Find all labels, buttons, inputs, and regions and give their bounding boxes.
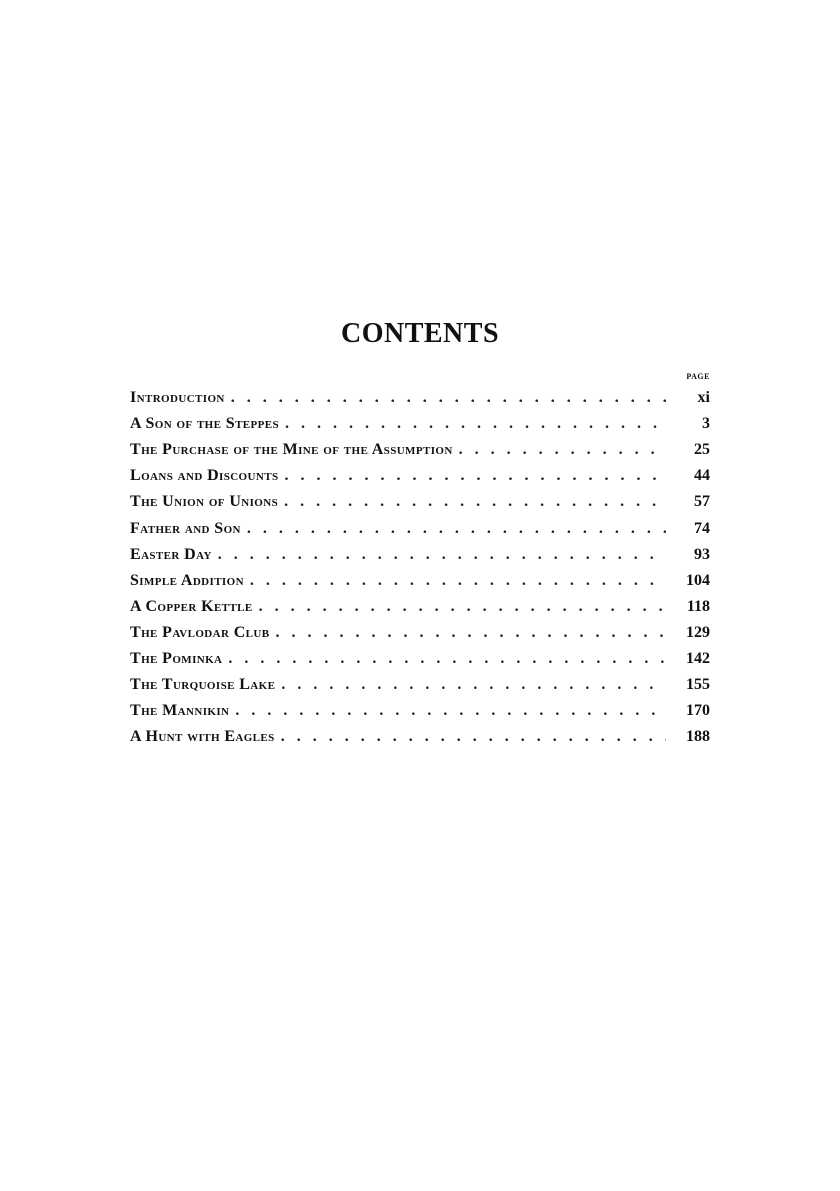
toc-entry-title: The Pavlodar Club [130, 623, 276, 643]
toc-entry-page: 3 [666, 414, 710, 434]
toc-entry-page: 44 [666, 466, 710, 486]
contents-list [130, 382, 710, 747]
toc-entry[interactable] [130, 382, 710, 408]
toc-entry-page: 104 [666, 571, 710, 591]
toc-entry-page: 129 [666, 623, 710, 643]
toc-entry-title: Easter Day [130, 545, 218, 565]
toc-entry-page: xi [666, 388, 710, 408]
toc-entry[interactable] [130, 539, 710, 565]
toc-entry[interactable] [130, 721, 710, 747]
dot-leader [281, 727, 666, 747]
dot-leader [250, 571, 666, 591]
dot-leader [459, 440, 666, 460]
toc-entry-title: Loans and Discounts [130, 466, 284, 486]
toc-entry-page: 170 [666, 701, 710, 721]
toc-entry[interactable] [130, 434, 710, 460]
toc-entry-title: A Son of the Steppes [130, 414, 285, 434]
toc-entry-title: The Union of Unions [130, 492, 284, 512]
toc-entry[interactable] [130, 565, 710, 591]
toc-entry[interactable] [130, 512, 710, 538]
toc-entry-page: 74 [666, 519, 710, 539]
toc-entry-page: 118 [666, 597, 710, 617]
toc-entry[interactable] [130, 408, 710, 434]
toc-entry-title: A Hunt with Eagles [130, 727, 281, 747]
toc-entry-title: Introduction [130, 388, 231, 408]
dot-leader [259, 597, 666, 617]
toc-entry-page: 93 [666, 545, 710, 565]
dot-leader [284, 466, 666, 486]
dot-leader [284, 492, 666, 512]
dot-leader [231, 388, 666, 408]
toc-entry[interactable] [130, 591, 710, 617]
page-column-label: PAGE [686, 372, 710, 381]
toc-entry-page: 188 [666, 727, 710, 747]
toc-entry[interactable] [130, 486, 710, 512]
toc-entry-title: The Pominka [130, 649, 228, 669]
dot-leader [218, 545, 666, 565]
contents-heading: CONTENTS [340, 318, 500, 349]
dot-leader [228, 649, 666, 669]
toc-entry[interactable] [130, 695, 710, 721]
toc-entry-page: 57 [666, 492, 710, 512]
toc-entry-title: The Mannikin [130, 701, 235, 721]
toc-entry-page: 25 [666, 440, 710, 460]
dot-leader [285, 414, 666, 434]
toc-entry-title: Father and Son [130, 519, 247, 539]
toc-entry-title: A Copper Kettle [130, 597, 259, 617]
dot-leader [276, 623, 666, 643]
dot-leader [235, 701, 666, 721]
toc-entry-page: 155 [666, 675, 710, 695]
toc-entry[interactable] [130, 669, 710, 695]
toc-entry-title: The Purchase of the Mine of the Assumption [130, 440, 459, 460]
dot-leader [281, 675, 666, 695]
toc-entry[interactable] [130, 460, 710, 486]
toc-entry[interactable] [130, 643, 710, 669]
toc-entry-title: Simple Addition [130, 571, 250, 591]
dot-leader [247, 519, 666, 539]
toc-entry-title: The Turquoise Lake [130, 675, 281, 695]
toc-entry[interactable] [130, 617, 710, 643]
toc-entry-page: 142 [666, 649, 710, 669]
